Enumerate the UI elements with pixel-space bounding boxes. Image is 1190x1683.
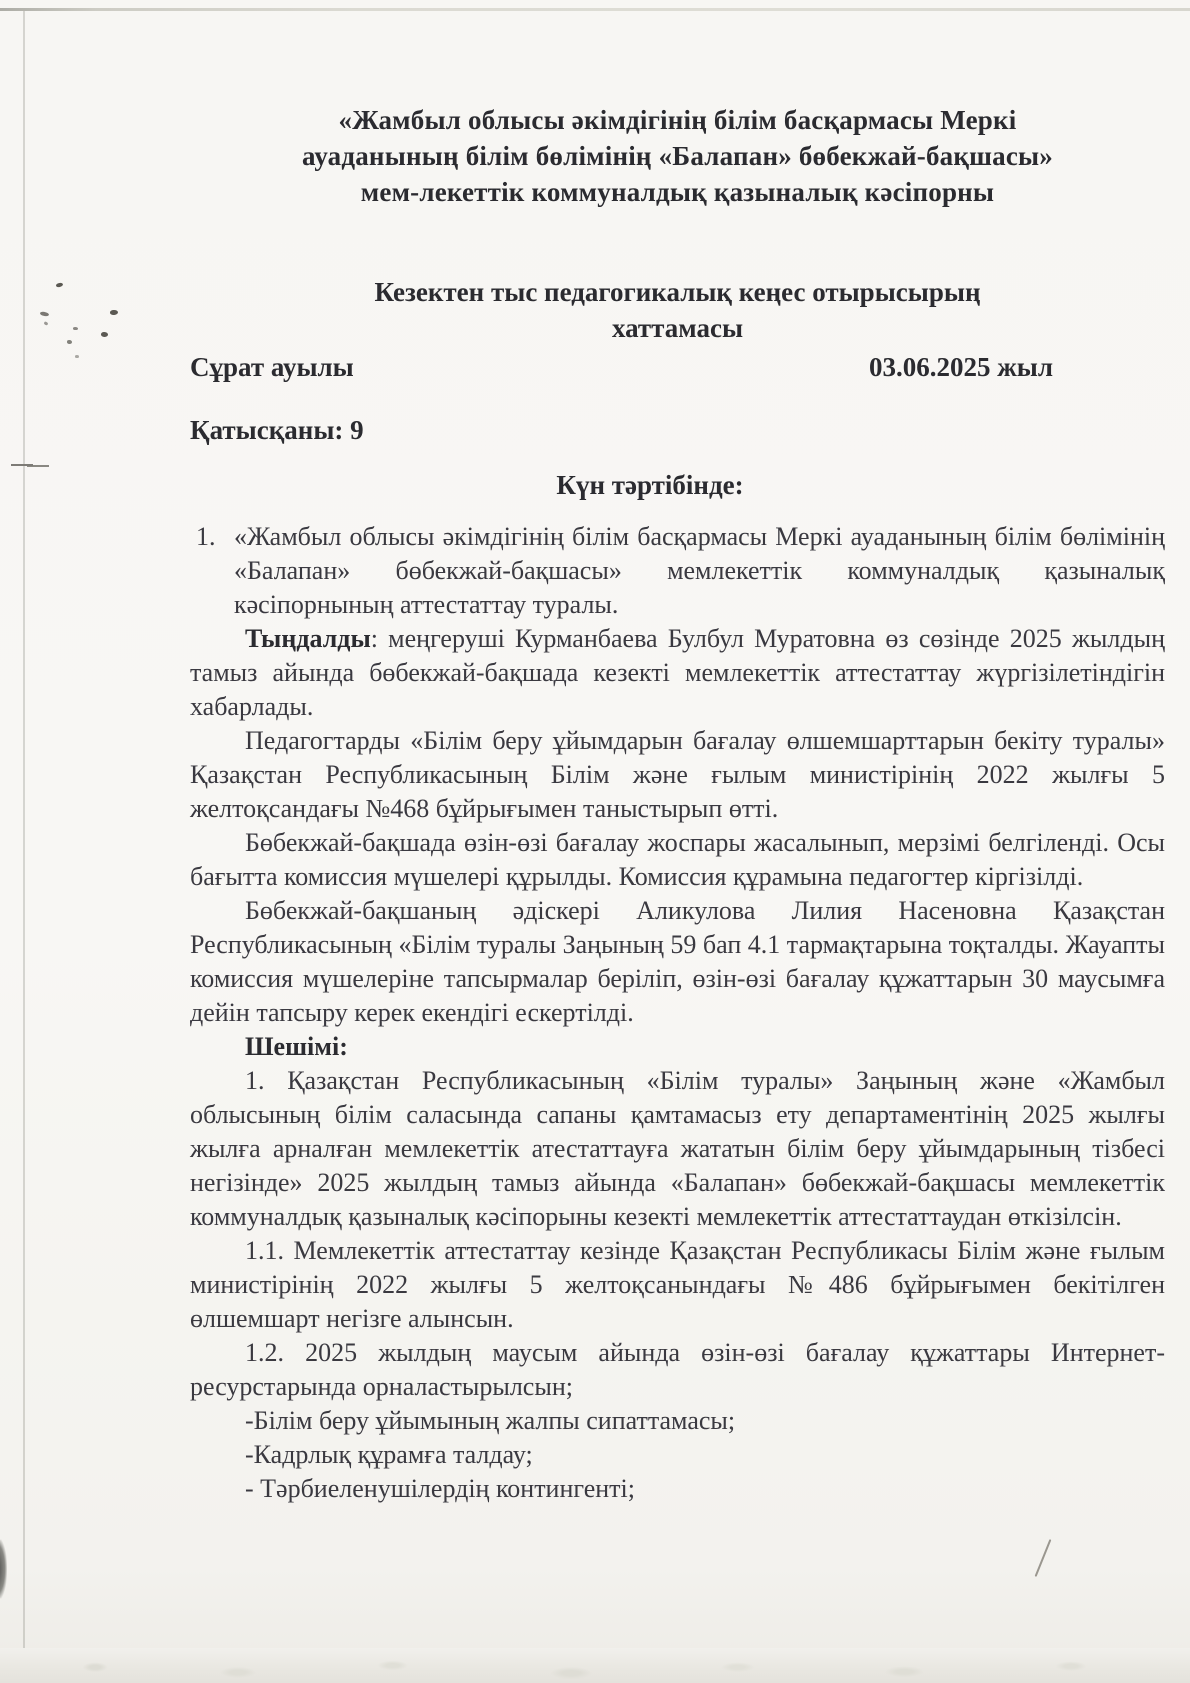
- agenda-heading: Күн тәртібінде:: [556, 470, 744, 500]
- organization-title-line: мем-лекеттік коммуналдық қазыналық кәсіпорны: [360, 177, 995, 207]
- scan-edge-left: [23, 11, 25, 1683]
- scan-speck: [56, 282, 64, 288]
- paragraph-heard: [190, 622, 1165, 724]
- bullet-item: -Кадрлық құрамға талдау;: [245, 1440, 533, 1469]
- paragraph-decision: 1.2. 2025 жылдың маусым айында өзін-өзі бағалау құжаттары Интернет-ресурстарында орналастырылсын;: [190, 1338, 1165, 1401]
- decision-heading: Шешімі:: [245, 1032, 348, 1061]
- paragraph: Педагогтарды «Білім беру ұйымдарын бағалау өлшемшарттарын бекіту туралы» Қазақстан Республикасының Білім және ғылым министірінің 2022 жылғы 5 желтоқсандағы №468 бұйрығымен таныстырып өтті.: [190, 726, 1165, 823]
- pen-stroke-mark: [1035, 1539, 1052, 1577]
- scan-speck: [75, 355, 79, 358]
- organization-title: [190, 102, 1165, 210]
- organization-title-line: ауаданының білім бөлімінің «Балапан» бөбекжай-бақшасы»: [302, 141, 1053, 171]
- place-label: Сұрат ауылы: [190, 352, 354, 382]
- paragraph: Бөбекжай-бақшаның әдіскері Аликулова Лилия Насеновна Қазақстан Республикасының «Білім туралы Заңының 59 бап 4.1 тармақтарына тоқталды. Жауапты комиссия мүшелеріне тапсырмалар беріліп, өзін-өзі бағалау құжаттарын 30 маусымға дейін тапсыру керек екендігі ескертілді.: [190, 896, 1165, 1027]
- document-title-line: хаттамасы: [611, 313, 744, 343]
- document-title-line: Кезектен тыс педагогикалық кеңес отырысырың: [374, 277, 981, 307]
- agenda-item: [190, 520, 1165, 622]
- heard-label: Тыңдалды: [245, 624, 371, 653]
- organization-title-line: «Жамбыл облысы әкімдігінің білім басқармасы Меркі: [338, 105, 1017, 135]
- scan-speck: [110, 310, 118, 316]
- pencil-dash-mark: [11, 464, 33, 466]
- scan-speck: [73, 327, 78, 330]
- date-label: 03.06.2025 жыл: [868, 352, 1053, 382]
- paragraph-decision: 1.1. Мемлекеттік аттестаттау кезінде Қазақстан Республикасы Білім және ғылым министірінің 2022 жылғы 5 желтоқсанындағы №486 бұйрығымен бекітілген өлшемшарт негізге алынсын.: [190, 1236, 1165, 1333]
- bullet-item: -Білім беру ұйымының жалпы сипаттамасы;: [245, 1406, 736, 1435]
- agenda-item-text: «Жамбыл облысы әкімдігінің білім басқармасы Меркі ауаданының білім бөлімінің «Балапан» бөбекжай-бақшасы» мемлекеттік коммуналдық қазыналық кәсіпорнының аттестаттау туралы.: [234, 522, 1165, 619]
- scan-speck: [101, 332, 108, 337]
- document-title: [190, 274, 1165, 346]
- scan-speck: [40, 311, 50, 317]
- attendees-label: Қатысқаны: 9: [190, 415, 364, 445]
- paragraph-decision: 1. Қазақстан Республикасының «Білім туралы» Заңының және «Жамбыл облысының білім саласында сапаны қамтамасыз ету департаментінің 2025 жылғы жылға арналған мемлекеттік атестаттауға жататын білім беру ұйымдарының тізбесі негізінде» 2025 жылдың тамыз айында «Балапан» бөбекжай-бақшасы мемлекеттік коммуналдық қазыналық кәсіпорыны кезекті мемлекеттік аттестаттаудан өткізілсін.: [190, 1066, 1165, 1231]
- heard-text: : меңгеруші Курманбаева Булбул Муратовна өз сөзінде 2025 жылдың тамыз айында бөбекжай-бақшада кезекті мемлекеттік аттестаттау жүргізілетіндігін хабарлады.: [190, 624, 1165, 721]
- scan-speck: [67, 340, 72, 344]
- scan-speck: [44, 321, 49, 326]
- document-body: [190, 520, 1165, 1506]
- bullet-item: - Тәрбиеленушілердің контингенті;: [245, 1474, 635, 1503]
- meta-row: [190, 352, 1165, 383]
- scan-edge-top: [0, 8, 1190, 11]
- agenda-item-number: 1.: [196, 522, 216, 551]
- paragraph: Бөбекжай-бақшада өзін-өзі бағалау жоспары жасалынып, мерзімі белгіленді. Осы бағытта комиссия мүшелері құрылды. Комиссия құрамына педагогтер кіргізілді.: [190, 828, 1165, 891]
- scan-edge-blot: [0, 1538, 7, 1600]
- scan-bottom-band: [0, 1648, 1190, 1683]
